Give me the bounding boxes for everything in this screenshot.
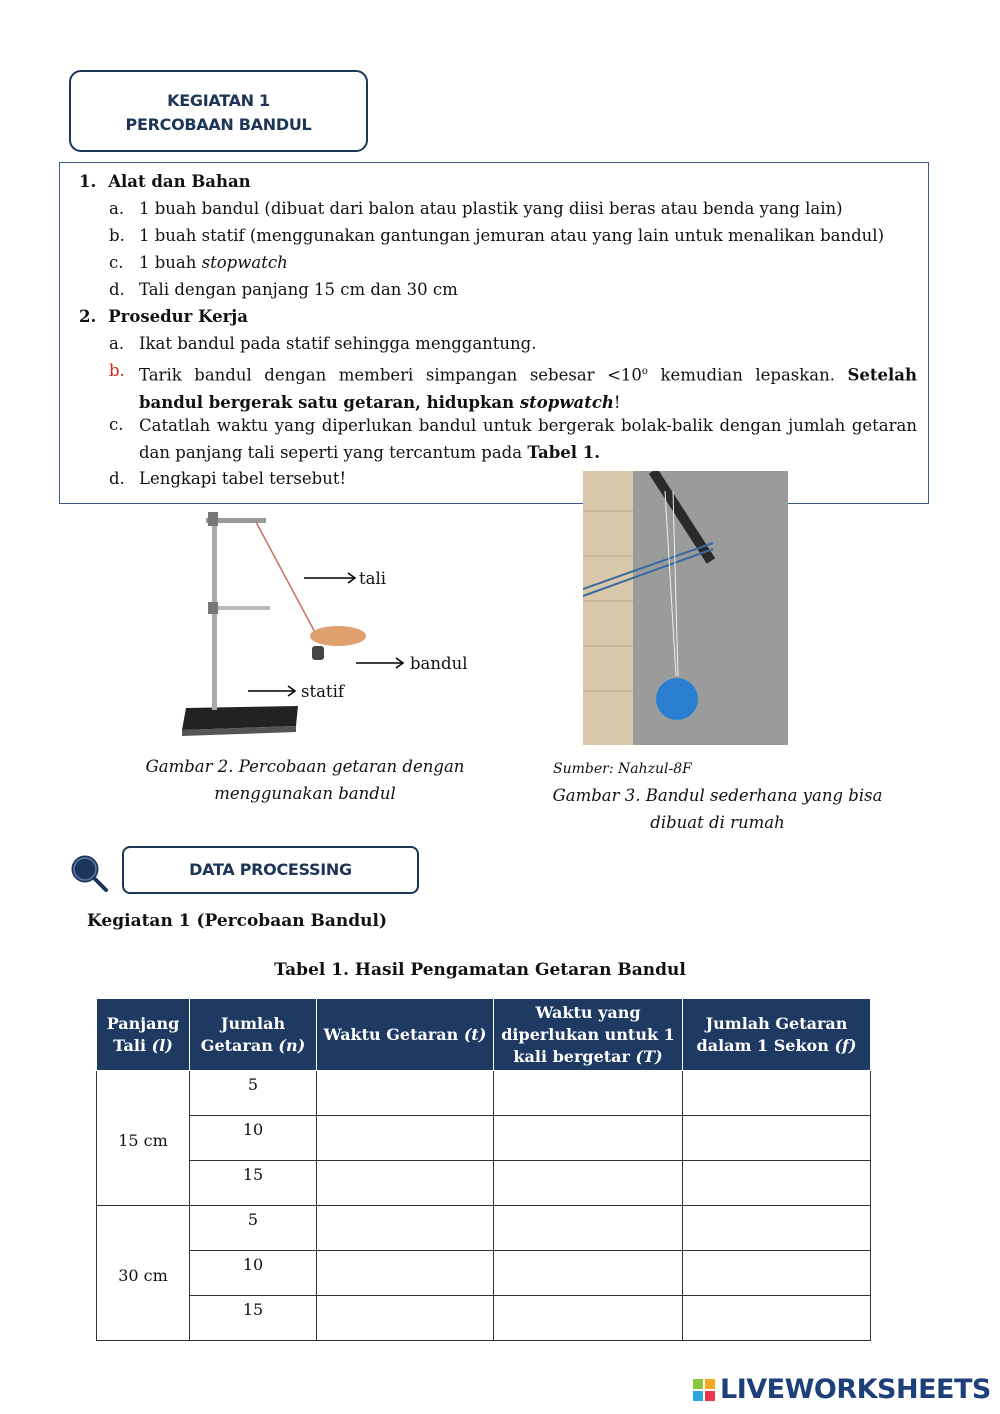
figure-3-source: Sumber: Nahzul-8F	[553, 761, 692, 777]
period-input[interactable]	[494, 1071, 683, 1116]
list-item: 1 buah bandul (dibuat dari balon atau plastik yang diisi beras atau benda yang lain)	[139, 199, 843, 218]
home-pendulum-photo	[583, 471, 788, 745]
list-item: 1 buah statif (menggunakan gantungan jemuran atau yang lain untuk menalikan bandul)	[139, 226, 885, 245]
item-letter: a.	[109, 199, 125, 218]
period-input[interactable]	[494, 1116, 683, 1161]
frequency-input[interactable]	[683, 1251, 871, 1296]
table-title: Tabel 1. Hasil Pengamatan Getaran Bandul	[274, 960, 686, 980]
header-length: Panjang Tali (l)	[97, 999, 190, 1071]
table-row	[97, 1251, 871, 1296]
frequency-input[interactable]	[683, 1206, 871, 1251]
list-item: Tali dengan panjang 15 cm dan 30 cm	[139, 280, 458, 299]
time-input[interactable]	[317, 1071, 494, 1116]
label-bandul: bandul	[410, 654, 468, 673]
arrow-icon	[244, 683, 300, 699]
list-item: Ikat bandul pada statif sehingga menggantung.	[139, 334, 537, 353]
time-input[interactable]	[317, 1296, 494, 1341]
header-count: Jumlah Getaran (n)	[190, 999, 317, 1071]
table-row	[97, 1206, 871, 1251]
item-letter: a.	[109, 334, 125, 353]
count-cell: 10	[190, 1116, 317, 1161]
list-item: 1 buah stopwatch	[139, 253, 288, 272]
observation-table	[96, 998, 871, 1341]
arrow-icon	[300, 570, 360, 586]
figure-2-caption: Gambar 2. Percobaan getaran dengan menggunakan bandul	[145, 757, 465, 803]
item-letter: b.	[109, 226, 125, 245]
count-cell: 15	[190, 1161, 317, 1206]
logo-icon	[692, 1378, 718, 1402]
frequency-input[interactable]	[683, 1161, 871, 1206]
count-cell: 15	[190, 1296, 317, 1341]
section-number: 2.	[79, 307, 97, 326]
period-input[interactable]	[494, 1161, 683, 1206]
frequency-input[interactable]	[683, 1296, 871, 1341]
count-cell: 5	[190, 1206, 317, 1251]
item-letter: c.	[109, 415, 124, 434]
activity-title-box	[69, 70, 368, 152]
item-letter: d.	[109, 469, 125, 488]
instructions-box	[59, 162, 929, 504]
item-letter: d.	[109, 280, 125, 299]
table-row	[97, 1296, 871, 1341]
activity-number: KEGIATAN 1	[167, 91, 270, 110]
data-processing-label: DATA PROCESSING	[122, 846, 419, 894]
list-item: Tarik bandul dengan memberi simpangan sebesar $<10^o$ kemudian lepaskan. Setelah bandul bergerak satu getaran, hidupkan stopwatch!	[139, 365, 917, 412]
item-letter: b.	[109, 361, 125, 380]
activity-title: PERCOBAAN BANDUL	[125, 115, 312, 134]
table-row	[97, 1161, 871, 1206]
period-input[interactable]	[494, 1251, 683, 1296]
label-tali: tali	[359, 569, 387, 588]
list-item: Catatlah waktu yang diperlukan bandul untuk bergerak bolak-balik dengan jumlah getaran dan panjang tali seperti yang tercantum pada Tabel 1.	[139, 416, 917, 462]
figure-3-caption: Gambar 3. Bandul sederhana yang bisa dibuat di rumah	[552, 786, 883, 832]
table-header-row	[97, 999, 871, 1071]
item-letter: c.	[109, 253, 124, 272]
frequency-input[interactable]	[683, 1116, 871, 1161]
count-cell: 5	[190, 1071, 317, 1116]
length-cell: 30 cm	[97, 1206, 190, 1341]
table-row	[97, 1116, 871, 1161]
header-time: Waktu Getaran (t)	[317, 999, 494, 1071]
header-period: Waktu yang diperlukan untuk 1 kali bergetar (T)	[494, 999, 683, 1071]
count-cell: 10	[190, 1251, 317, 1296]
list-item: Lengkapi tabel tersebut!	[139, 469, 347, 488]
length-cell: 15 cm	[97, 1071, 190, 1206]
time-input[interactable]	[317, 1206, 494, 1251]
logo-text: LIVEWORKSHEETS	[720, 1374, 991, 1405]
frequency-input[interactable]	[683, 1071, 871, 1116]
period-input[interactable]	[494, 1206, 683, 1251]
period-input[interactable]	[494, 1296, 683, 1341]
liveworksheets-logo	[692, 1374, 991, 1405]
section-number: 1.	[79, 172, 97, 191]
time-input[interactable]	[317, 1116, 494, 1161]
time-input[interactable]	[317, 1161, 494, 1206]
section-title: Prosedur Kerja	[108, 307, 248, 326]
activity-subtitle: Kegiatan 1 (Percobaan Bandul)	[87, 911, 387, 931]
time-input[interactable]	[317, 1251, 494, 1296]
magnifier-icon	[68, 852, 110, 894]
section-title: Alat dan Bahan	[108, 172, 251, 191]
label-statif: statif	[301, 682, 344, 701]
arrow-icon	[352, 655, 408, 671]
pendulum-stand-illustration	[178, 508, 398, 740]
header-frequency: Jumlah Getaran dalam 1 Sekon (f)	[683, 999, 871, 1071]
table-row	[97, 1071, 871, 1116]
